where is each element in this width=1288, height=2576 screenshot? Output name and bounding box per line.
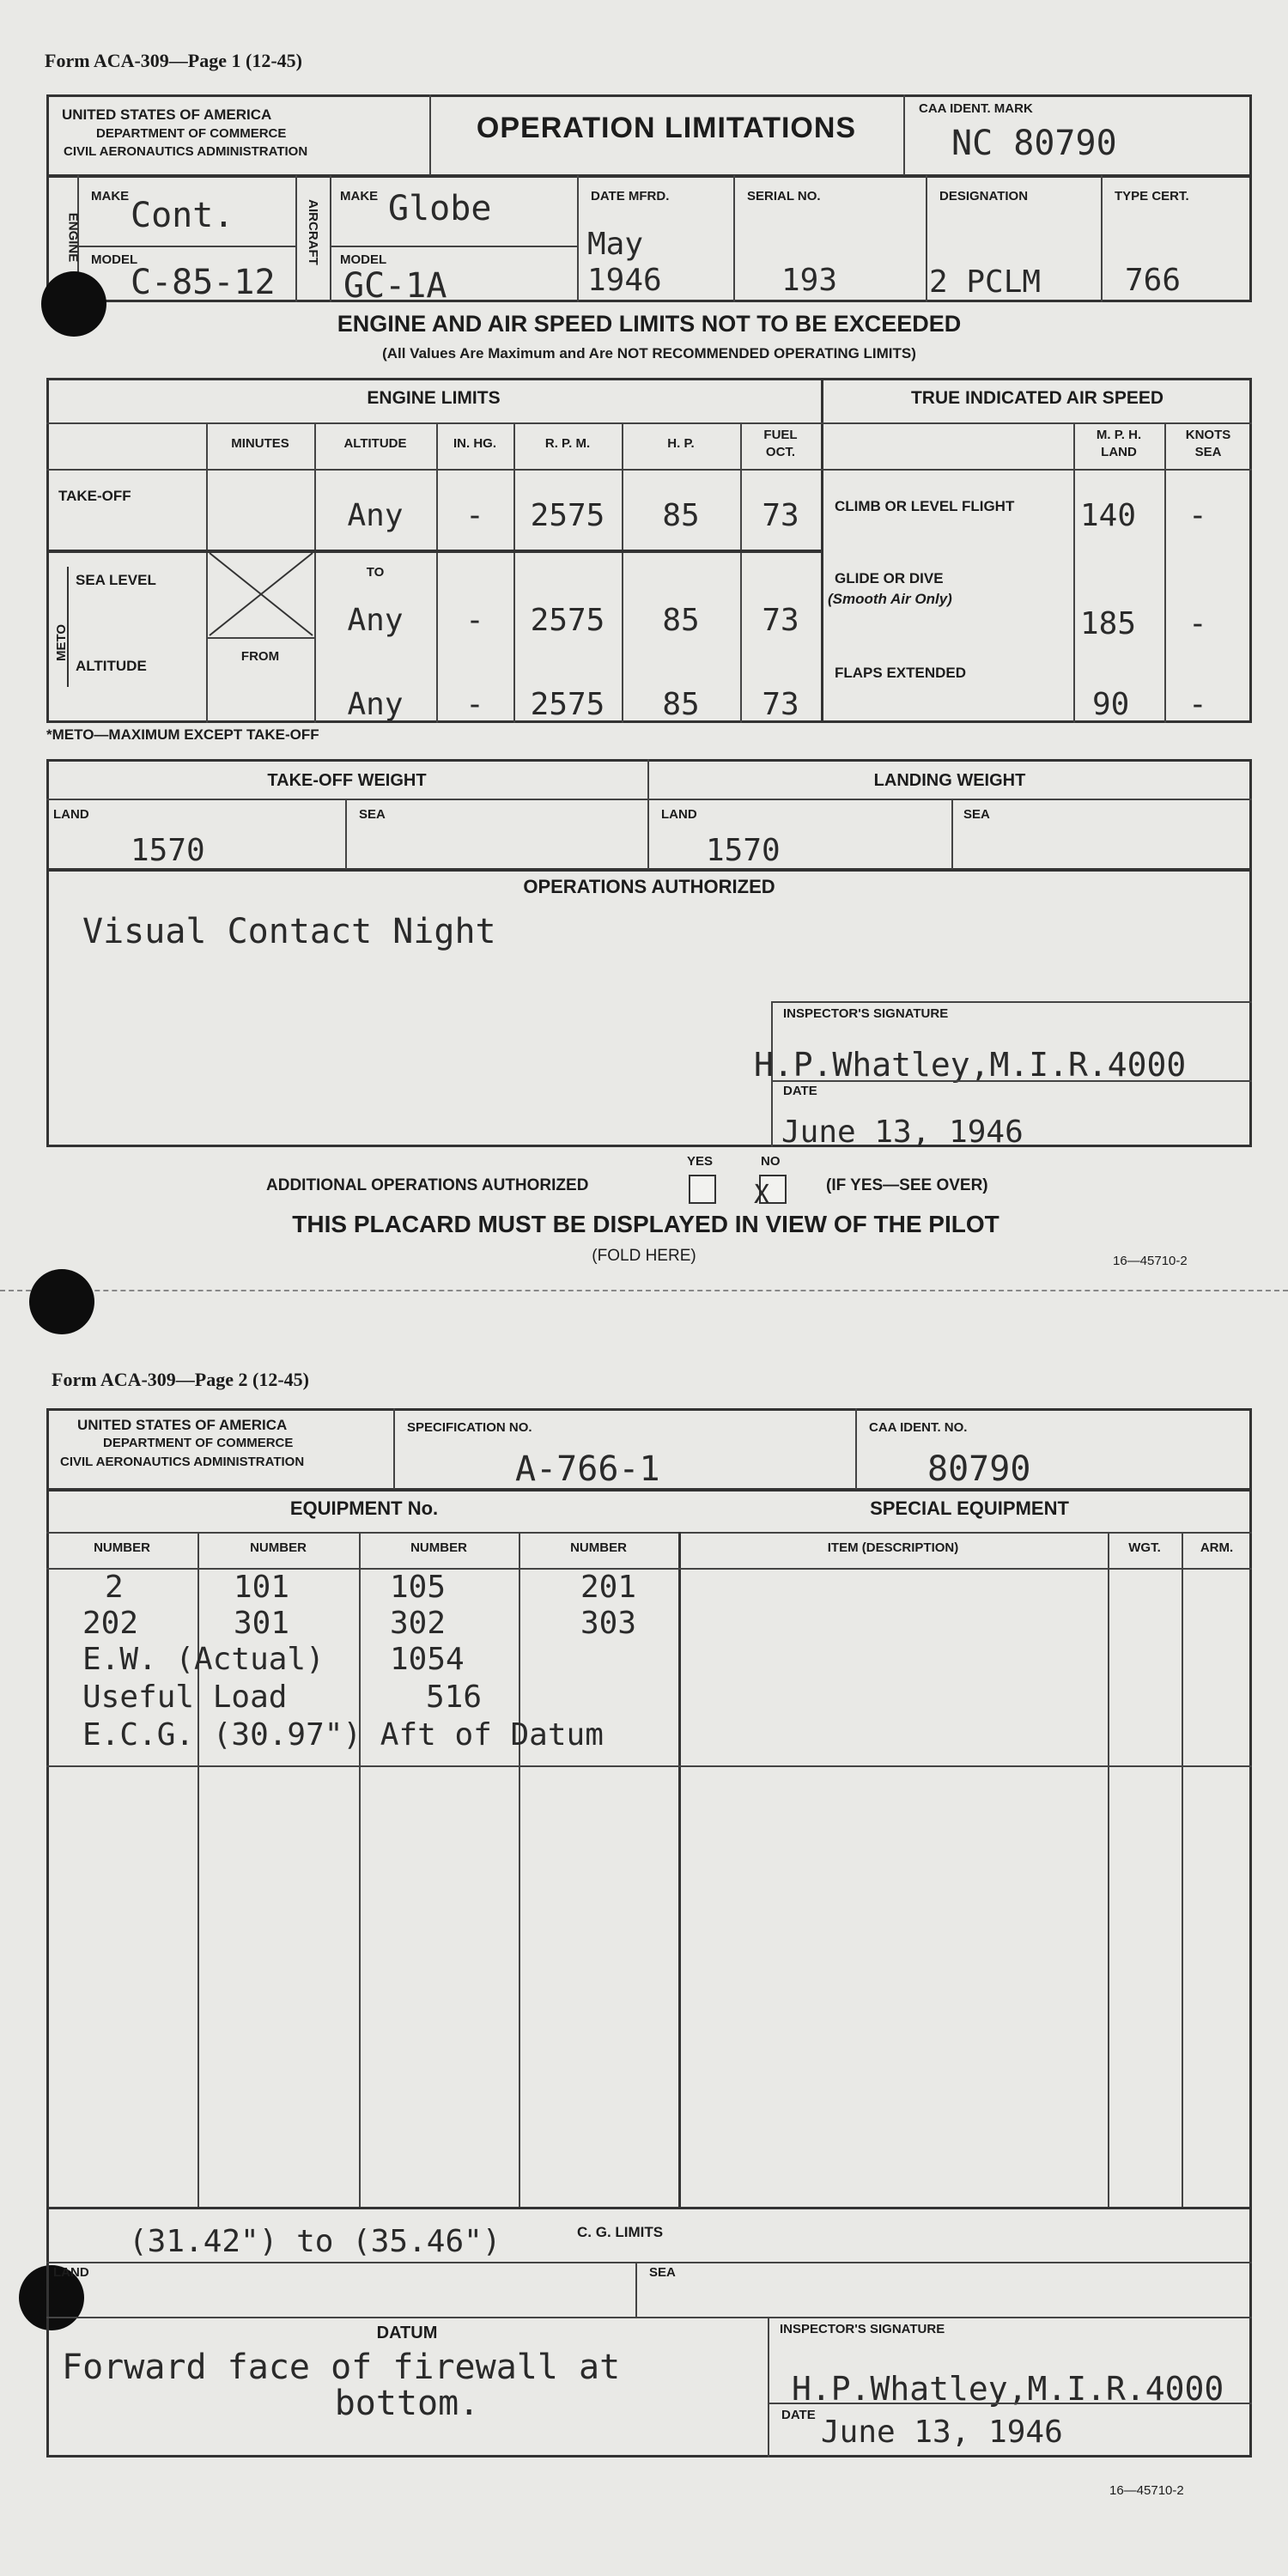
meto-note: *METO—MAXIMUM EXCEPT TAKE-OFF: [46, 726, 319, 743]
page2-agency-line3: CIVIL AERONAUTICS ADMINISTRATION: [60, 1455, 305, 1469]
row-meto: METO: [54, 623, 70, 662]
engine-make-label: MAKE: [91, 189, 130, 204]
page1-date-label: DATE: [783, 1084, 817, 1098]
page1-caa-label: CAA IDENT. MARK: [919, 101, 1033, 116]
serial-value: 193: [781, 263, 838, 298]
engine-side-label: ENGINE: [65, 212, 81, 263]
punch-hole-1: [41, 271, 106, 337]
airspeed-climb-knots: -: [1188, 498, 1207, 533]
row-altitude: ALTITUDE: [76, 658, 147, 674]
row2-fuel: 73: [762, 603, 799, 638]
datum-line2: bottom.: [334, 2384, 480, 2423]
airspeed-glide-note: (Smooth Air Only): [828, 591, 952, 607]
punch-hole-2: [29, 1269, 94, 1334]
airspeed-flaps-knots: -: [1188, 687, 1207, 722]
serial-label: SERIAL NO.: [747, 189, 821, 204]
airspeed-glide-label: GLIDE OR DIVE: [835, 570, 944, 586]
equip-2-3: 302: [390, 1606, 447, 1641]
landing-weight-label: LANDING WEIGHT: [873, 771, 1026, 790]
equip-1-3: 105: [390, 1570, 447, 1605]
equip-1-2: 101: [234, 1570, 290, 1605]
ecg-text: E.C.G. (30.97") Aft of Datum: [82, 1717, 604, 1753]
col-minutes: MINUTES: [231, 436, 289, 451]
page2-agency-line1: UNITED STATES OF AMERICA: [77, 1417, 288, 1433]
row3-altitude: Any: [347, 687, 404, 722]
equip-2-4: 303: [580, 1606, 637, 1641]
fold-text: (FOLD HERE): [592, 1247, 696, 1265]
row2-hp: 85: [662, 603, 700, 638]
number-label-1: NUMBER: [94, 1540, 150, 1555]
date-mfrd-month: May: [587, 227, 644, 262]
row1-altitude: Any: [347, 498, 404, 533]
fold-line: [0, 1290, 1288, 1291]
aircraft-side-label: AIRCRAFT: [305, 199, 320, 265]
yes-label: YES: [687, 1154, 714, 1169]
page2-date-label: DATE: [781, 2408, 816, 2422]
page2-date-value: June 13, 1946: [821, 2415, 1063, 2450]
col-knots-2: SEA: [1194, 445, 1222, 459]
number-label-2: NUMBER: [250, 1540, 307, 1555]
equip-1-1: 2: [105, 1570, 124, 1605]
page1-agency-line1: UNITED STATES OF AMERICA: [62, 106, 272, 123]
row3-in-hg: -: [465, 687, 484, 722]
engine-model-value: C-85-12: [131, 263, 276, 302]
ew-label: E.W. (Actual): [82, 1642, 325, 1677]
datum-line1: Forward face of firewall at: [62, 2348, 621, 2387]
airspeed-climb-label: CLIMB OR LEVEL FLIGHT: [835, 498, 1015, 514]
airspeed-climb-mph: 140: [1080, 498, 1137, 533]
row3-rpm: 2575: [530, 687, 605, 722]
cg-value: (31.42") to (35.46"): [129, 2224, 501, 2259]
useful-load-label: Useful Load: [82, 1680, 288, 1715]
row2-in-hg: -: [465, 603, 484, 638]
aircraft-make-value: Globe: [388, 189, 492, 228]
item-label: ITEM (DESCRIPTION): [827, 1540, 959, 1555]
ops-authorized-heading: OPERATIONS AUTHORIZED: [523, 876, 775, 897]
no-checkbox-mark: X: [754, 1180, 770, 1210]
page2-land-label: LAND: [53, 2265, 89, 2280]
row-sea-level: SEA LEVEL: [76, 572, 156, 588]
col-rpm: R. P. M.: [544, 436, 591, 451]
landing-land-value: 1570: [706, 833, 781, 868]
row1-in-hg: -: [465, 498, 484, 533]
useful-load-value: 516: [426, 1680, 483, 1715]
row2-rpm: 2575: [530, 603, 605, 638]
takeoff-sea-label: SEA: [359, 807, 386, 822]
page2-print-code: 16—45710-2: [1109, 2483, 1184, 2498]
datum-label: DATUM: [376, 2324, 438, 2342]
ops-authorized-value: Visual Contact Night: [82, 912, 496, 951]
equip-2-1: 202: [82, 1606, 139, 1641]
arm-label: ARM.: [1200, 1540, 1234, 1555]
row2-altitude: Any: [347, 603, 404, 638]
col-mph-1: M. P. H.: [1096, 428, 1142, 442]
airspeed-flaps-mph: 90: [1092, 687, 1130, 722]
special-equipment-heading: SPECIAL EQUIPMENT: [870, 1498, 1069, 1519]
equip-2-2: 301: [234, 1606, 290, 1641]
row1-rpm: 2575: [530, 498, 605, 533]
additional-ops-label: ADDITIONAL OPERATIONS AUTHORIZED: [266, 1176, 589, 1194]
row3-fuel: 73: [762, 687, 799, 722]
spec-value: A-766-1: [515, 1449, 660, 1489]
page1-agency-line2: DEPARTMENT OF COMMERCE: [96, 126, 287, 141]
number-label-3: NUMBER: [410, 1540, 467, 1555]
engine-make-value: Cont.: [131, 196, 234, 235]
col-fuel-1: FUEL: [763, 428, 798, 442]
equipment-table: [46, 1489, 1252, 2458]
page2-form-label: Form ACA-309—Page 2 (12-45): [52, 1369, 309, 1390]
landing-sea-label: SEA: [963, 807, 990, 822]
airspeed-flaps-label: FLAPS EXTENDED: [835, 665, 967, 681]
col-fuel-2: OCT.: [765, 445, 796, 459]
row1-fuel: 73: [762, 498, 799, 533]
number-label-4: NUMBER: [570, 1540, 627, 1555]
takeoff-weight-label: TAKE-OFF WEIGHT: [267, 771, 427, 790]
no-label: NO: [761, 1154, 781, 1169]
takeoff-land-label: LAND: [53, 807, 89, 822]
designation-value: 2 PCLM: [929, 264, 1042, 300]
page1-inspector-value: H.P.Whatley,M.I.R.4000: [754, 1046, 1187, 1084]
to-label: TO: [366, 565, 385, 580]
row-takeoff: TAKE-OFF: [58, 488, 131, 504]
page2-inspector-label: INSPECTOR'S SIGNATURE: [780, 2322, 945, 2336]
page1-inspector-label: INSPECTOR'S SIGNATURE: [783, 1006, 949, 1021]
airspeed-glide-knots: -: [1188, 606, 1207, 641]
equipment-heading: EQUIPMENT No.: [289, 1498, 439, 1519]
minutes-x-mark: [208, 551, 314, 637]
page2-caa-label: CAA IDENT. NO.: [869, 1420, 968, 1435]
row3-hp: 85: [662, 687, 700, 722]
row1-hp: 85: [662, 498, 700, 533]
page1-date-value: June 13, 1946: [781, 1115, 1024, 1150]
col-mph-2: LAND: [1101, 445, 1137, 459]
aircraft-model-label: MODEL: [340, 252, 387, 267]
limits-subheading: (All Values Are Maximum and Are NOT RECOMMENDED OPERATING LIMITS): [382, 345, 916, 361]
page1-title: OPERATION LIMITATIONS: [476, 112, 857, 144]
ew-value: 1054: [390, 1642, 465, 1677]
aircraft-make-label: MAKE: [340, 189, 379, 204]
page2-caa-value: 80790: [927, 1449, 1031, 1489]
spec-label: SPECIFICATION NO.: [407, 1420, 532, 1435]
from-label: FROM: [240, 649, 280, 664]
meto-bracket: [67, 567, 76, 687]
limits-heading: ENGINE AND AIR SPEED LIMITS NOT TO BE EXCEEDED: [337, 311, 962, 337]
page2-sea-label: SEA: [649, 2265, 676, 2280]
placard-text: THIS PLACARD MUST BE DISPLAYED IN VIEW OF THE PILOT: [292, 1211, 999, 1237]
page1-agency-line3: CIVIL AERONAUTICS ADMINISTRATION: [64, 144, 308, 159]
if-yes-label: (IF YES—SEE OVER): [826, 1176, 988, 1194]
date-mfrd-label: DATE MFRD.: [591, 189, 670, 204]
cg-label: C. G. LIMITS: [577, 2224, 664, 2240]
designation-label: DESIGNATION: [939, 189, 1029, 204]
aircraft-model-value: GC-1A: [343, 266, 447, 306]
equip-1-4: 201: [580, 1570, 637, 1605]
col-knots-1: KNOTS: [1185, 428, 1231, 442]
landing-land-label: LAND: [661, 807, 697, 822]
engine-model-label: MODEL: [91, 252, 138, 267]
wgt-label: WGT.: [1128, 1540, 1161, 1555]
yes-checkbox[interactable]: [689, 1175, 716, 1204]
airspeed-glide-mph: 185: [1080, 606, 1137, 641]
type-cert-label: TYPE CERT.: [1115, 189, 1189, 204]
page2-inspector-value: H.P.Whatley,M.I.R.4000: [792, 2370, 1224, 2408]
page1-print-code: 16—45710-2: [1113, 1254, 1188, 1268]
col-altitude: ALTITUDE: [343, 436, 407, 451]
page1-caa-value: NC 80790: [951, 124, 1117, 163]
col-hp: H. P.: [667, 436, 695, 451]
airspeed-heading: TRUE INDICATED AIR SPEED: [910, 388, 1164, 408]
type-cert-value: 766: [1125, 263, 1182, 298]
page1-form-label: Form ACA-309—Page 1 (12-45): [45, 50, 302, 71]
page2-agency-line2: DEPARTMENT OF COMMERCE: [103, 1436, 294, 1450]
takeoff-land-value: 1570: [131, 833, 205, 868]
engine-limits-heading: ENGINE LIMITS: [367, 388, 501, 408]
col-in-hg: IN. HG.: [453, 436, 496, 451]
date-mfrd-year: 1946: [587, 263, 662, 298]
